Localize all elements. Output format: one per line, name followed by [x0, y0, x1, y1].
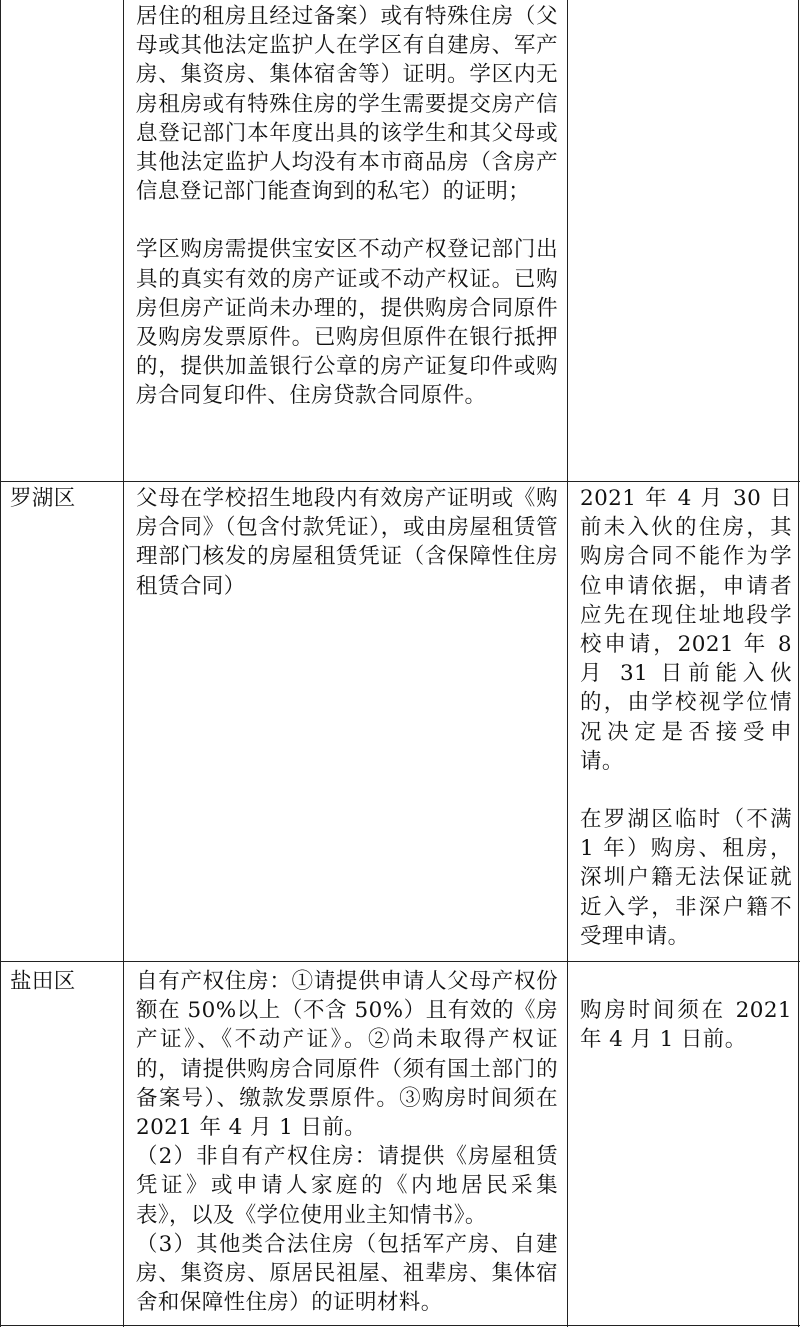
row-divider-1	[0, 481, 800, 482]
yantian-notes-cell: 购房时间须在 2021 年 4 月 1 日前。	[580, 998, 792, 1053]
district-yantian: 盐田区	[10, 969, 76, 994]
district-luohu: 罗湖区	[10, 486, 76, 511]
row-top-requirements-cell	[136, 2, 558, 411]
requirements-paragraph: 自有产权住房：①请提供申请人父母产权份额在 50%以上（不含 50%）且有效的《房产证》、《不动产证》。②尚未取得产权证的，请提供购房合同原件（须有国土部门的备案号）、缴款发票原件。③购房时间须在 2021 年 4 月 1 日前。	[136, 969, 558, 1141]
requirements-paragraph: （3）其他类合法住房（包括军产房、自建房、集资房、原居民祖屋、祖辈房、集体宿舍和保障性住房）的证明材料。	[136, 1231, 558, 1316]
row-divider-2	[0, 961, 800, 962]
notes-paragraph: 2021 年 4 月 30 日前未入伙的住房，其购房合同不能作为学位申请依据，申请者应先在现住址地段学校申请，2021 年 8 月 31 日前能入伙的，由学校视学位情况决定是否接受申请。	[580, 486, 792, 774]
table-border-left	[0, 0, 1, 1327]
requirements-paragraph: 居住的租房且经过备案）或有特殊住房（父母或其他法定监护人在学区有自建房、军产房、集资房、集体宿舍等）证明。学区内无房租房或有特殊住房的学生需要提交房产信息登记部门本年度出具的该学生和其父母或其他法定监护人均没有本市商品房（含房产信息登记部门能查询到的私宅）的证明；	[136, 4, 558, 205]
table-border-bottom	[0, 1325, 800, 1326]
luohu-requirements-cell: 父母在学校招生地段内有效房产证明或《购房合同》（包含付款凭证），或由房屋租赁管理部门核发的房屋租赁凭证（含保障性住房租赁合同）	[136, 486, 558, 599]
column-divider-2	[567, 0, 568, 1327]
notes-paragraph: 在罗湖区临时（不满 1 年）购房、租房，深圳户籍无法保证就近入学，非深户籍不受理申请。	[580, 807, 792, 949]
column-divider-1	[123, 0, 124, 1327]
table-border-right	[798, 0, 799, 1327]
requirements-paragraph: 学区购房需提供宝安区不动产权登记部门出具的真实有效的房产证或不动产权证。已购房但房产证尚未办理的，提供购房合同原件及购房发票原件。已购房但原件在银行抵押的，提供加盖银行公章的房产证复印件或购房合同复印件、住房贷款合同原件。	[136, 237, 558, 409]
yantian-requirements-cell	[136, 967, 558, 1317]
luohu-notes-cell	[580, 484, 792, 951]
requirements-paragraph: （2）非自有产权住房：请提供《房屋租赁凭证》或申请人家庭的《内地居民采集表》，以及《学位使用业主知情书》。	[136, 1144, 558, 1228]
